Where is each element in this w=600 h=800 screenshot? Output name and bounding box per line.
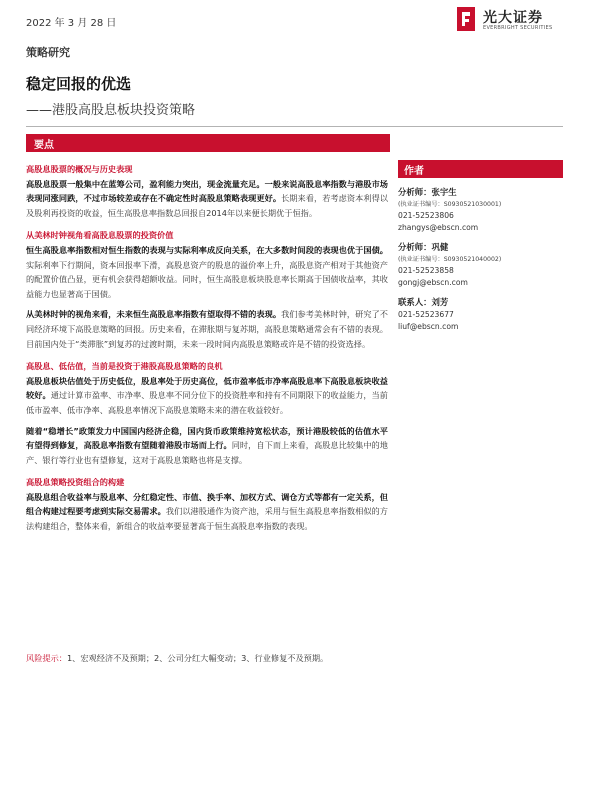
key-point: 从美林时钟的视角来看，未来恒生高股息率指数有望取得不错的表现。 — [26, 309, 282, 320]
key-point: 高股息组合收益率与股息率、分红稳定性、市值、换手率、加权方式、调仓方式等都有一定关系，但组合构建过程要考虑到实际交易需求。 — [26, 491, 388, 517]
everbright-logo-icon — [455, 6, 477, 32]
author-title: 联系人：刘芳 — [398, 297, 449, 307]
section-heading: 高股息策略投资组合的构建 — [26, 477, 125, 488]
section-heading: 高股息股票的概况与历史表现 — [26, 164, 133, 174]
brand-name-en: EVERBRIGHT SECURITIES — [483, 25, 553, 31]
report-category: 策略研究 — [26, 46, 70, 59]
author-title: 分析师：巩健 — [398, 242, 449, 252]
risk-text: 1、宏观经济不及预期；2、公司分红大幅变动；3、行业修复不及预期。 — [66, 653, 329, 663]
author-email[interactable]: liuf@ebscn.com — [398, 322, 459, 332]
key-point: 恒生高股息率指数相对恒生指数的表现与实际利率成反向关系，在大多数时间段的表现也优于国债。 — [26, 244, 388, 255]
risk-label: 风险提示： — [26, 653, 67, 663]
author-card: 分析师：巩健 (执业证书编号：S0930521040002) 021-52523858 gongj@ebscn.com — [398, 241, 563, 289]
key-point: 随着“稳增长”政策发力中国国内经济企稳，国内货币政策维持宽松状态，预计港股较低的估值水平有望得到修复，高股息率指数有望随着港股市场而上行。 — [26, 425, 388, 451]
paragraph-text: 长期来看，若考虑资本利得以及股利再投资的收益，恒生高股息率指数总回报自2014年以来便长期优于恒指。 — [26, 193, 388, 218]
paragraph-text: 同时，自下而上来看，高股息比较集中的地产、银行等行业也有望修复，这对于高股息策略也将是支撑。 — [26, 440, 388, 465]
report-title: 稳定回报的优选 — [26, 75, 132, 93]
section-paragraph — [26, 243, 388, 301]
section-paragraph — [26, 490, 388, 534]
key-point: 高股息板块估值处于历史低位，股息率处于历史高位，低市盈率低市净率高股息率下高股息板块收益较好。 — [26, 375, 388, 401]
summary-body — [26, 162, 388, 540]
section-paragraph — [26, 374, 388, 418]
risk-warning — [26, 651, 388, 666]
author-email[interactable]: gongj@ebscn.com — [398, 278, 468, 288]
author-email[interactable]: zhangys@ebscn.com — [398, 223, 479, 233]
authors-label: 作者 — [404, 166, 424, 177]
author-card: 分析师：张宇生 (执业证书编号：S0930521030001) 021-52523806 zhangys@ebscn.com — [398, 186, 563, 234]
authors-header — [398, 160, 563, 178]
section-paragraph — [26, 177, 388, 221]
author-card — [398, 296, 563, 333]
section-heading: 从美林时钟视角看高股息股票的投资价值 — [26, 230, 174, 241]
author-cert: 执业证书编号：S0930521040002 — [400, 256, 499, 263]
key-point: 高股息股票一般集中在蓝筹公司，盈利能力突出，现金流量充足。一般来说高股息率指数与港股市场表现同涨同跌，不过市场较差或存在不确定性时高股息策略表现更好。 — [26, 178, 388, 204]
author-title: 分析师：张宇生 — [398, 187, 457, 197]
summary-header — [26, 134, 390, 152]
author-phone: 021-52523677 — [398, 310, 454, 319]
paragraph-text: 通过计算市盈率、市净率、股息率不同分位下的投资胜率和持有不同期限下的收益能力，当前低市盈率、低市净率、高股息率情况下高股息策略未来的潜在收益较好。 — [26, 390, 388, 415]
author-phone: 021-52523806 — [398, 211, 454, 220]
author-phone: 021-52523858 — [398, 266, 454, 275]
author-cert: 执业证书编号：S0930521030001 — [400, 201, 499, 208]
brand-name-cn: 光大证券 — [483, 10, 543, 26]
paragraph-text: 实际利率下行期间，资本回报率下滑，高股息资产的股息的溢价率上升，高股息资产相对于其他资产的配置价值凸显，更有机会获得超额收益。同时，恒生高股息板块股息率长期高于国债收益率，其收益能力也显著高于国债。 — [26, 259, 388, 299]
section-paragraph — [26, 424, 388, 468]
paragraph-text: 我们以港股通作为资产池，采用与恒生高股息率指数相似的方法构建组合，整体来看，新组合的收益率要显著高于恒生高股息率指数的表现。 — [26, 506, 388, 532]
header-divider — [26, 126, 563, 127]
report-subtitle: ——港股高股息板块投资策略 — [26, 103, 196, 118]
company-logo — [455, 6, 573, 36]
summary-label: 要点 — [34, 140, 54, 151]
section-paragraph — [26, 307, 388, 351]
section-heading: 高股息、低估值，当前是投资于港股高股息策略的良机 — [26, 361, 223, 372]
report-date: 2022 年 3 月 28 日 — [26, 18, 117, 29]
paragraph-text: 我们参考美林时钟，研究了不同经济环境下高股息策略的回报。历史来看，在滞胀期与复苏期，高股息策略通常会有不错的表现。目前国内处于“类滞胀”到复苏的过渡时期，未来一段时间内高股息策略或许是不错的投资选择。 — [26, 309, 388, 349]
